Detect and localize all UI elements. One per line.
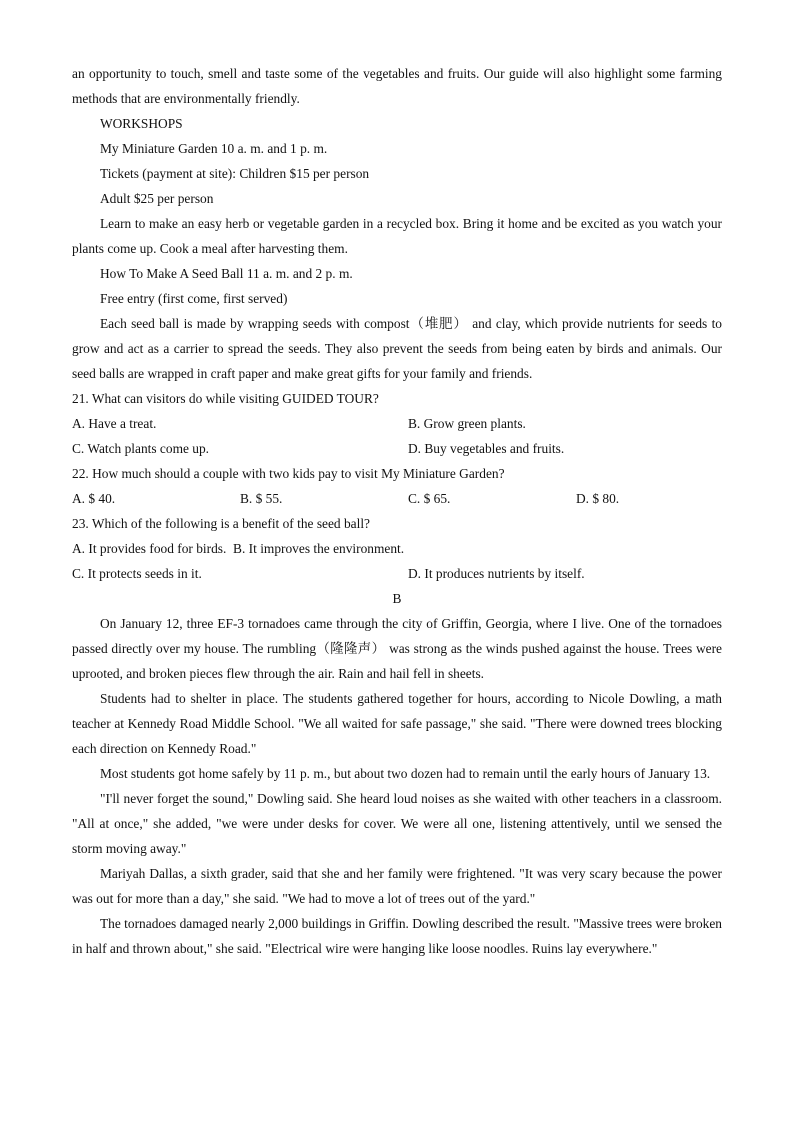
option-c: C. $ 65. — [408, 491, 451, 506]
option-b: B. It improves the environment. — [233, 541, 405, 556]
passage-b-paragraph: Mariyah Dallas, a sixth grader, said that she and her family were frightened. "It was very scary because the power was out for more than a day," she said. "We had to move a lot of trees out of the yard." — [72, 866, 722, 906]
option-b: B. Grow green plants. — [408, 416, 526, 431]
question-22 — [72, 461, 722, 511]
option-a: A. Have a treat. — [72, 416, 157, 431]
section-b-heading: B — [392, 591, 402, 606]
passage-b-paragraph: Most students got home safely by 11 p. m., but about two dozen had to remain until the early hours of January 13. — [100, 766, 711, 781]
workshop1-tickets: Tickets (payment at site): Children $15 per person — [100, 166, 370, 181]
option-d: D. $ 80. — [576, 491, 620, 506]
workshop1-title: My Miniature Garden 10 a. m. and 1 p. m. — [100, 141, 328, 156]
option-b: B. $ 55. — [240, 491, 283, 506]
passage-a-intro-continuation: an opportunity to touch, smell and taste some of the vegetables and fruits. Our guide will also highlight some farming methods that are environmentally friendly. — [72, 66, 722, 106]
passage-b-paragraph: The tornadoes damaged nearly 2,000 buildings in Griffin. Dowling described the result. "Massive trees were broken in half and thrown about," she said. "Electrical wire were hanging like loose noodles. Ruins lay everywhere." — [72, 916, 722, 956]
question-stem: 21. What can visitors do while visiting GUIDED TOUR? — [72, 391, 379, 406]
option-d: D. It produces nutrients by itself. — [408, 566, 585, 581]
workshop1-description: Learn to make an easy herb or vegetable garden in a recycled box. Bring it home and be excited as you watch your plants come up. Cook a meal after harvesting them. — [72, 216, 722, 256]
workshop2-entry: Free entry (first come, first served) — [100, 291, 288, 306]
question-stem: 22. How much should a couple with two kids pay to visit My Miniature Garden? — [72, 466, 505, 481]
workshops-heading: WORKSHOPS — [100, 116, 183, 131]
option-c: C. Watch plants come up. — [72, 441, 210, 456]
passage-b-paragraph: On January 12, three EF-3 tornadoes came through the city of Griffin, Georgia, where I live. One of the tornadoes passed directly over my house. The rumbling（隆隆声） was strong as the winds pushed against the house. Trees were uprooted, and broken pieces flew through the air. Rain and hail fell in sheets. — [72, 616, 722, 681]
question-stem: 23. Which of the following is a benefit of the seed ball? — [72, 516, 370, 531]
passage-b-paragraph: Students had to shelter in place. The students gathered together for hours, according to Nicole Dowling, a math teacher at Kennedy Road Middle School. "We all waited for safe passage," she said. "There were downed trees blocking each direction on Kennedy Road." — [72, 691, 722, 756]
option-a: A. $ 40. — [72, 491, 116, 506]
passage-b-paragraph: "I'll never forget the sound," Dowling said. She heard loud noises as she waited with other teachers in a classroom. "All at once," she added, "we were under desks for cover. We were all one, listening attentively, until we sensed the storm moving away." — [72, 791, 722, 856]
question-23 — [72, 511, 722, 586]
workshop2-title: How To Make A Seed Ball 11 a. m. and 2 p. m. — [100, 266, 353, 281]
workshop2-description: Each seed ball is made by wrapping seeds with compost（堆肥） and clay, which provide nutrients for seeds to grow and act as a carrier to spread the seeds. They also prevent the seeds from being eaten by birds and animals. Our seed balls are wrapped in craft paper and make great gifts for your family and friends. — [72, 316, 722, 381]
workshop1-adult-price: Adult $25 per person — [100, 191, 214, 206]
option-a: A. It provides food for birds. — [72, 541, 227, 556]
question-21 — [72, 386, 722, 461]
option-c: C. It protects seeds in it. — [72, 566, 202, 581]
option-d: D. Buy vegetables and fruits. — [408, 441, 565, 456]
